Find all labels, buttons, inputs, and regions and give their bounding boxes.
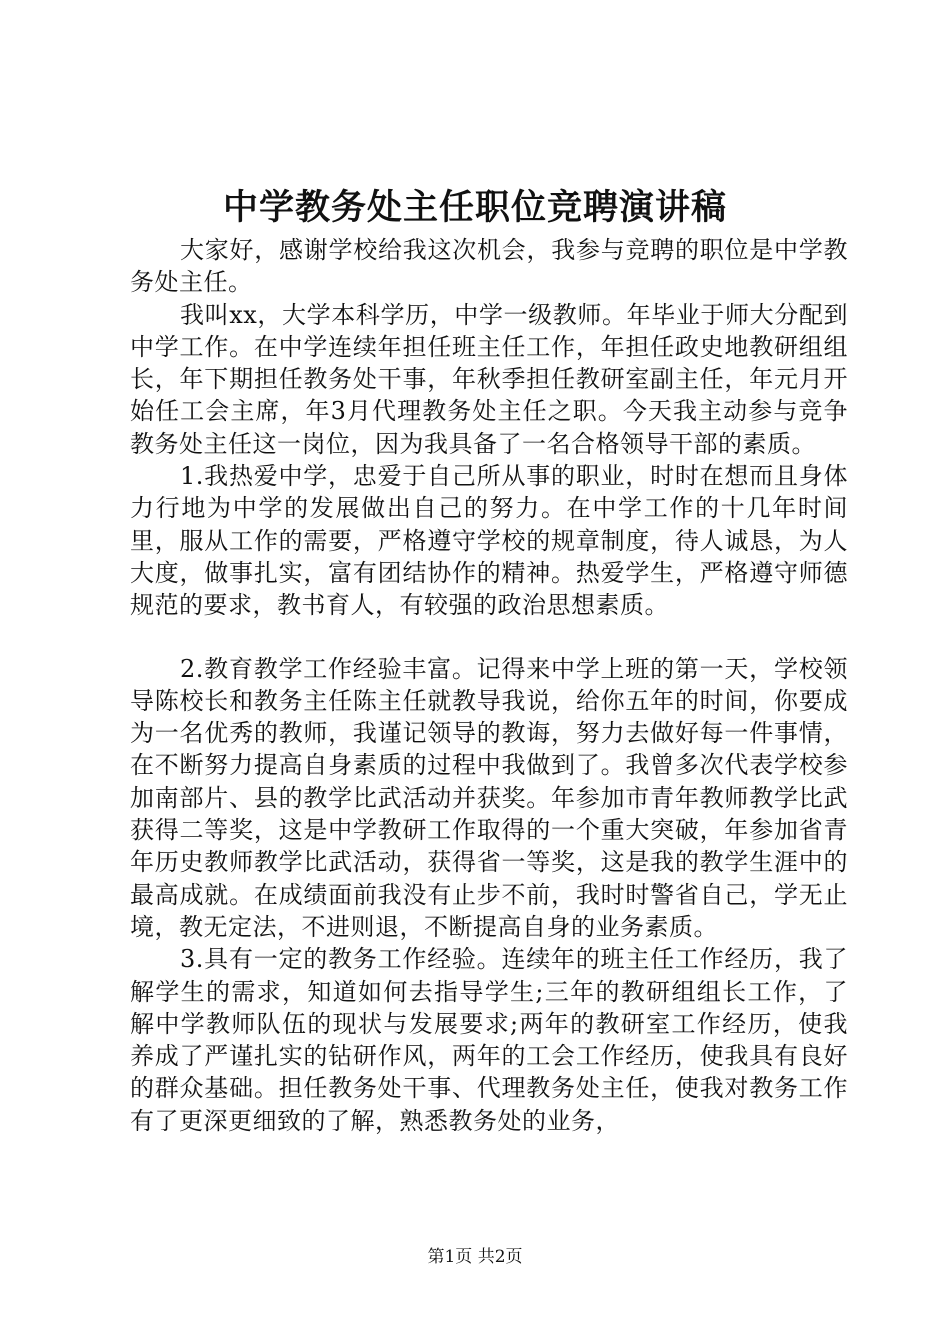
- paragraph-point-2: 2.教育教学工作经验丰富。记得来中学上班的第一天，学校领导陈校长和教务主任陈主任就教导我说，给你五年的时间，你要成为一名优秀的教师，我谨记领导的教诲，努力去做好每一件事情，在不断努力提高自身素质的过程中我做到了。我曾多次代表学校参加南部片、县的教学比武活动并获奖。年参加市青年教师教学比武获得二等奖，这是中学教研工作取得的一个重大突破，年参加省青年历史教师教学比武活动，获得省一等奖，这是我的教学生涯中的最高成就。在成绩面前我没有止步不前，我时时警省自己，学无止境，教无定法，不进则退，不断提高自身的业务素质。: [130, 654, 848, 941]
- paragraph-point-1: 1.我热爱中学，忠爱于自己所从事的职业，时时在想而且身体力行地为中学的发展做出自己的努力。在中学工作的十几年时间里，服从工作的需要，严格遵守学校的规章制度，待人诚恳，为人大度，做事扎实，富有团结协作的精神。热爱学生，严格遵守师德规范的要求，教书育人，有较强的政治思想素质。: [130, 462, 848, 620]
- document-title: 中学教务处主任职位竞聘演讲稿: [222, 187, 727, 228]
- paragraph-point-3: 3.具有一定的教务工作经验。连续年的班主任工作经历，我了解学生的需求，知道如何去指导学生;三年的教研组组长工作，了解中学教师队伍的现状与发展要求;两年的教研室工作经历，使我养成了严谨扎实的钻研作风，两年的工会工作经历，使我具有良好的群众基础。担任教务处干事、代理教务处主任，使我对教务工作有了更深更细致的了解，熟悉教务处的业务，: [130, 945, 848, 1135]
- document-body: [130, 234, 848, 1137]
- page-number-footer: 第1页 共2页: [427, 1247, 523, 1267]
- paragraph-greeting: 大家好，感谢学校给我这次机会，我参与竞聘的职位是中学教务处主任。: [130, 236, 848, 297]
- paragraph-introduction: 我叫xx，大学本科学历，中学一级教师。年毕业于师大分配到中学工作。在中学连续年担任班主任工作，年担任政史地教研组组长，年下期担任教务处干事，年秋季担任教研室副主任，年元月开始任工会主席，年3月代理教务处主任之职。今天我主动参与竞争教务处主任这一岗位，因为我具备了一名合格领导干部的素质。: [130, 300, 848, 458]
